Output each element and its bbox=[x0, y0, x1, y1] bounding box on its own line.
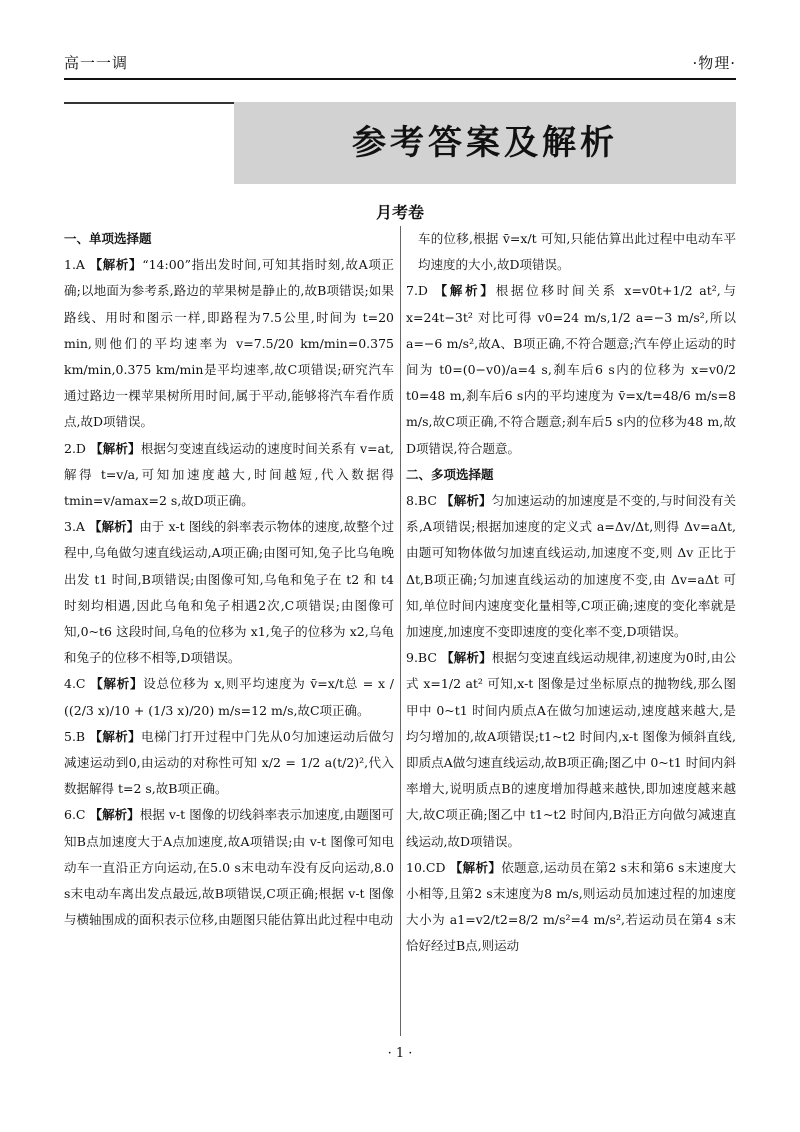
answer-number: 8.BC bbox=[406, 493, 442, 509]
answer-number: 9.BC bbox=[406, 650, 442, 666]
analysis-tag: 【解析】 bbox=[90, 676, 144, 692]
section-heading: 二、多项选择题 bbox=[406, 466, 494, 482]
column-divider bbox=[400, 226, 401, 1036]
answer-text: 根据匀变速直线运动的速度时间关系有 v=at,解得 t=v/a,可知加速度越大,时间越短,代入数据得 tmin=v/amax=2 s,故D项正确。 bbox=[64, 440, 394, 509]
analysis-tag: 【解析】 bbox=[449, 859, 502, 875]
answer-number: 5.B bbox=[64, 728, 90, 744]
answer-text: 由于 x-t 图线的斜率表示物体的速度,故整个过程中,乌龟做匀速直线运动,A项正确;由图可知,兔子比乌龟晚出发 t1 时间,B项错误;由图像可知,乌龟和兔子在 t2 和 t4 时刻均相遇,因此乌龟和兔子相遇2次,C项错误;由图像可知,0~t6 这段时间,乌龟的位移为 x1,兔子的位移为 x2,乌龟和兔子的位移不相等,D项错误。 bbox=[64, 519, 394, 666]
analysis-tag: 【解析】 bbox=[89, 807, 140, 823]
answer-item bbox=[64, 671, 394, 723]
answer-number: 2.D bbox=[64, 440, 91, 456]
header-rule bbox=[64, 78, 736, 80]
page-number: · 1 · bbox=[387, 1046, 413, 1061]
answer-item bbox=[406, 278, 736, 461]
header-right: ·物理· bbox=[692, 54, 736, 72]
answer-item bbox=[406, 488, 736, 645]
answer-text: 电梯门打开过程中门先从0匀加速运动后做匀减速运动到0,由运动的对称性可知 x/2 = 1/2 a(t/2)²,代入数据解得 t=2 s,故B项正确。 bbox=[64, 728, 394, 797]
answer-text: 根据 v-t 图像的切线斜率表示加速度,由题图可知B点加速度大于A点加速度,故A项错误;由 v-t 图像可知电动车一直沿正方向运动,在5.0 s末电动车没有反向运动,8.0 s末电动车离出发点最远,故B项错误,C项正确;根据 v-t 图像与横轴围成的面积表示位移,由题图只能估算出此过程中电动 bbox=[64, 807, 394, 928]
analysis-tag: 【解析】 bbox=[441, 493, 492, 509]
answer-number: 6.C bbox=[64, 807, 90, 823]
banner-rule bbox=[64, 102, 234, 104]
answer-text: “14:00”指出发时间,可知其指时刻,故A项正确;以地面为参考系,路边的苹果树是静止的,故B项错误;如果路线、用时和图示一样,即路程为7.5公里,时间为 t=20 min,则他们的平均速率为 v=7.5/20 km/min=0.375 km/min,0.375 km/min是平均速率,故C项错误;研究汽车通过路边一棵苹果树所用时间,属于平动,能够将汽车看作质点,故D项错误。 bbox=[64, 257, 394, 430]
analysis-tag: 【解析】 bbox=[90, 440, 141, 456]
analysis-tag: 【解析】 bbox=[434, 283, 496, 299]
answer-item bbox=[406, 855, 736, 960]
answer-number: 1.A bbox=[64, 257, 90, 273]
page-subtitle: 月考卷 bbox=[375, 203, 424, 222]
answer-number: 3.A bbox=[64, 519, 90, 535]
header-left: 高一一调 bbox=[64, 54, 129, 72]
answer-number: 7.D bbox=[406, 283, 435, 299]
answer-text: 根据匀变速直线运动规律,初速度为0时,由公式 x=1/2 at² 可知,x-t 图像是过坐标原点的抛物线,那么图甲中 0~t1 时间内质点A在做匀加速运动,速度越来越大,是均匀增加的,故A项错误;t1~t2 时间内,x-t 图像为倾斜直线,即质点A做匀速直线运动,故B项正确;图乙中 0~t1 时间内斜率增大,说明质点B的速度增加得越来越快,即加速度越来越大,故C项正确;图乙中 t1~t2 时间内,B沿正方向做匀减速直线运动,故D项错误。 bbox=[406, 650, 736, 849]
answer-item bbox=[64, 252, 394, 435]
right-column bbox=[406, 226, 736, 960]
answer-number: 10.CD bbox=[406, 859, 450, 875]
answer-text: 依题意,运动员在第2 s末和第6 s末速度大小相等,且第2 s末速度为8 m/s,则运动员加速过程的加速度大小为 a1=v2/t2=8/2 m/s²=4 m/s²,若运动员在第4 s末恰好经过B点,则运动 bbox=[406, 859, 736, 954]
page-title: 参考答案及解析 bbox=[352, 123, 618, 163]
answer-text: 设总位移为 x,则平均速度为 v̄=x/t总 = x / ((2/3 x)/10 + (1/3 x)/20) m/s=12 m/s,故C项正确。 bbox=[64, 676, 394, 718]
left-column bbox=[64, 226, 394, 933]
answer-text: 匀加速运动的加速度是不变的,与时间没有关系,A项错误;根据加速度的定义式 a=Δv/Δt,则得 Δv=aΔt,由题可知物体做匀加速直线运动,加速度不变,则 Δv 正比于 Δt,B项正确;匀加速直线运动的加速度不变,由 Δv=aΔt 可知,单位时间内速度变化量相等,C项正确;速度的变化率就是加速度,加速度不变即速度的变化率不变,D项错误。 bbox=[406, 493, 736, 640]
answer-text: 根据位移时间关系 x=v0t+1/2 at²,与 x=24t−3t² 对比可得 v0=24 m/s,1/2 a=−3 m/s²,所以 a=−6 m/s²,故A、B项正确,不符合题意;汽车停止运动的时间为 t0=(0−v0)/a=4 s,刹车后6 s内的位移为 x=v0/2 t0=48 m,刹车后6 s内的平均速度为 v̄=x/t=48/6 m/s=8 m/s,故C项正确,不符合题意;刹车后5 s内的位移为48 m,故D项错误,符合题意。 bbox=[406, 283, 736, 456]
analysis-tag: 【解析】 bbox=[89, 728, 142, 744]
answer-item bbox=[406, 645, 736, 855]
answer-item bbox=[64, 514, 394, 671]
answer-item bbox=[64, 724, 394, 803]
answer-number: 4.C bbox=[64, 676, 91, 692]
section-heading: 一、单项选择题 bbox=[64, 231, 152, 246]
answer-continuation: 车的位移,根据 v̄=x/t 可知,只能估算出此过程中电动车平均速度的大小,故D项错误。 bbox=[418, 231, 736, 273]
answer-item bbox=[64, 436, 394, 515]
analysis-tag: 【解析】 bbox=[441, 650, 492, 666]
analysis-tag: 【解析】 bbox=[89, 519, 140, 535]
analysis-tag: 【解析】 bbox=[89, 257, 143, 273]
answer-item bbox=[64, 802, 394, 933]
